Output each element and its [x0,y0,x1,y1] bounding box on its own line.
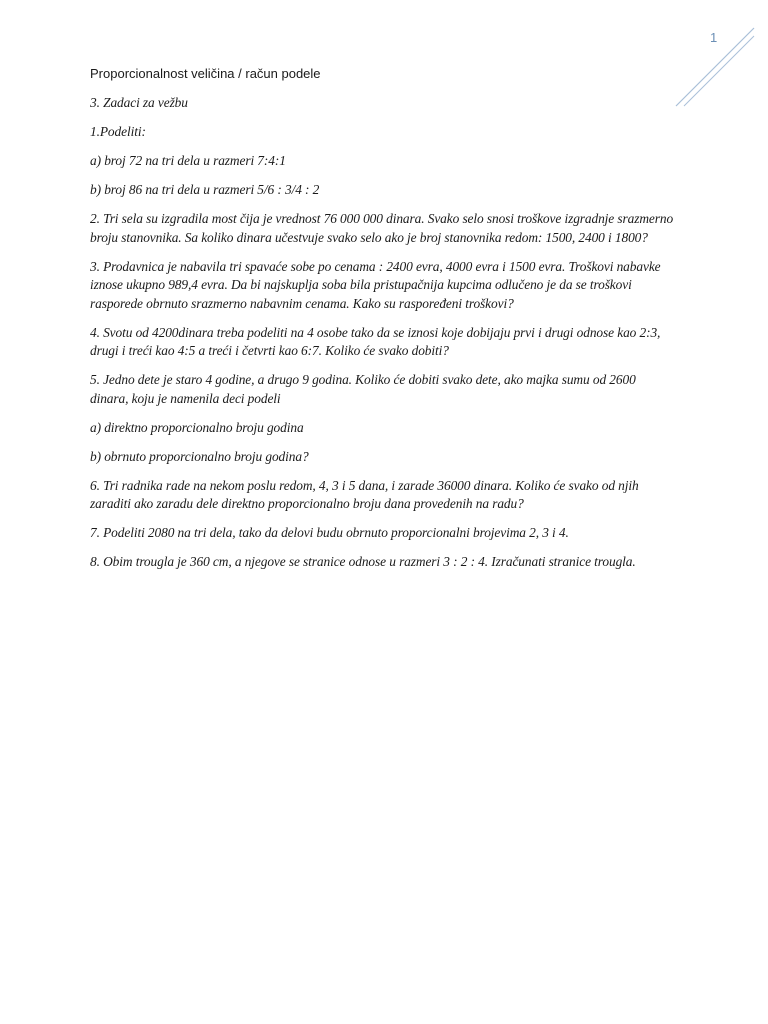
task-paragraph: 4. Svotu od 4200dinara treba podeliti na 4 osobe tako da se iznosi koje dobijaju prvi i drugi odnose kao 2:3, drugi i treći kao 4:5 a treći i četvrti kao 6:7. Koliko će svako dobiti? [90,324,661,358]
document-title: Proporcionalnost veličina / račun podele [90,66,321,81]
task-paragraph: a) direktno proporcionalno broju godina [90,419,304,435]
task-paragraph: 5. Jedno dete je staro 4 godine, a drugo 9 godina. Koliko će dobiti svako dete, ako majka sumu od 2600 dinara, koju je namenila deci podeli [90,372,636,406]
page-number: 1 [710,30,718,45]
task-paragraph: 1.Podeliti: [90,124,146,139]
task-paragraph: 8. Obim trougla je 360 cm, a njegove se stranice odnose u razmeri 3 : 2 : 4. Izračunati stranice trougla. [90,554,636,569]
task-paragraph: a) broj 72 na tri dela u razmeri 7:4:1 [90,153,286,168]
task-paragraph: 6. Tri radnika rade na nekom poslu redom, 4, 3 i 5 dana, i zarade 36000 dinara. Koliko će svako od njih zaraditi ako zaradu dele direktno proporcionalno broju dana provedenih na radu? [90,477,639,511]
document-body [90,65,675,582]
section-heading: 3. Zadaci za vežbu [90,95,188,110]
task-paragraph: 7. Podeliti 2080 na tri dela, tako da delovi budu obrnuto proporcionalni brojevima 2, 3 i 4. [90,525,569,540]
task-paragraph: 3. Prodavnica je nabavila tri spavaće sobe po cenama : 2400 evra, 4000 evra i 1500 evra. Troškovi nabavke iznose ukupno 989,4 evra. Da bi najskuplja soba bila pristupačnija kupcima odlučeno je da se troškovi rasporede obrnuto srazmerno nabavnim cenama. Kako su raspoređeni troškovi? [90,258,661,311]
task-paragraph: b) obrnuto proporcionalno broju godina? [90,448,309,464]
task-paragraph: 2. Tri sela su izgradila most čija je vrednost 76 000 000 dinara. Svako selo snosi troškove izgradnje srazmerno broju stanovnika. Sa koliko dinara učestvuje svako selo ako je broj stanovnika redom: 1500, 2400 i 1800? [90,211,674,245]
task-paragraph: b) broj 86 na tri dela u razmeri 5/6 : 3/4 : 2 [90,182,320,197]
